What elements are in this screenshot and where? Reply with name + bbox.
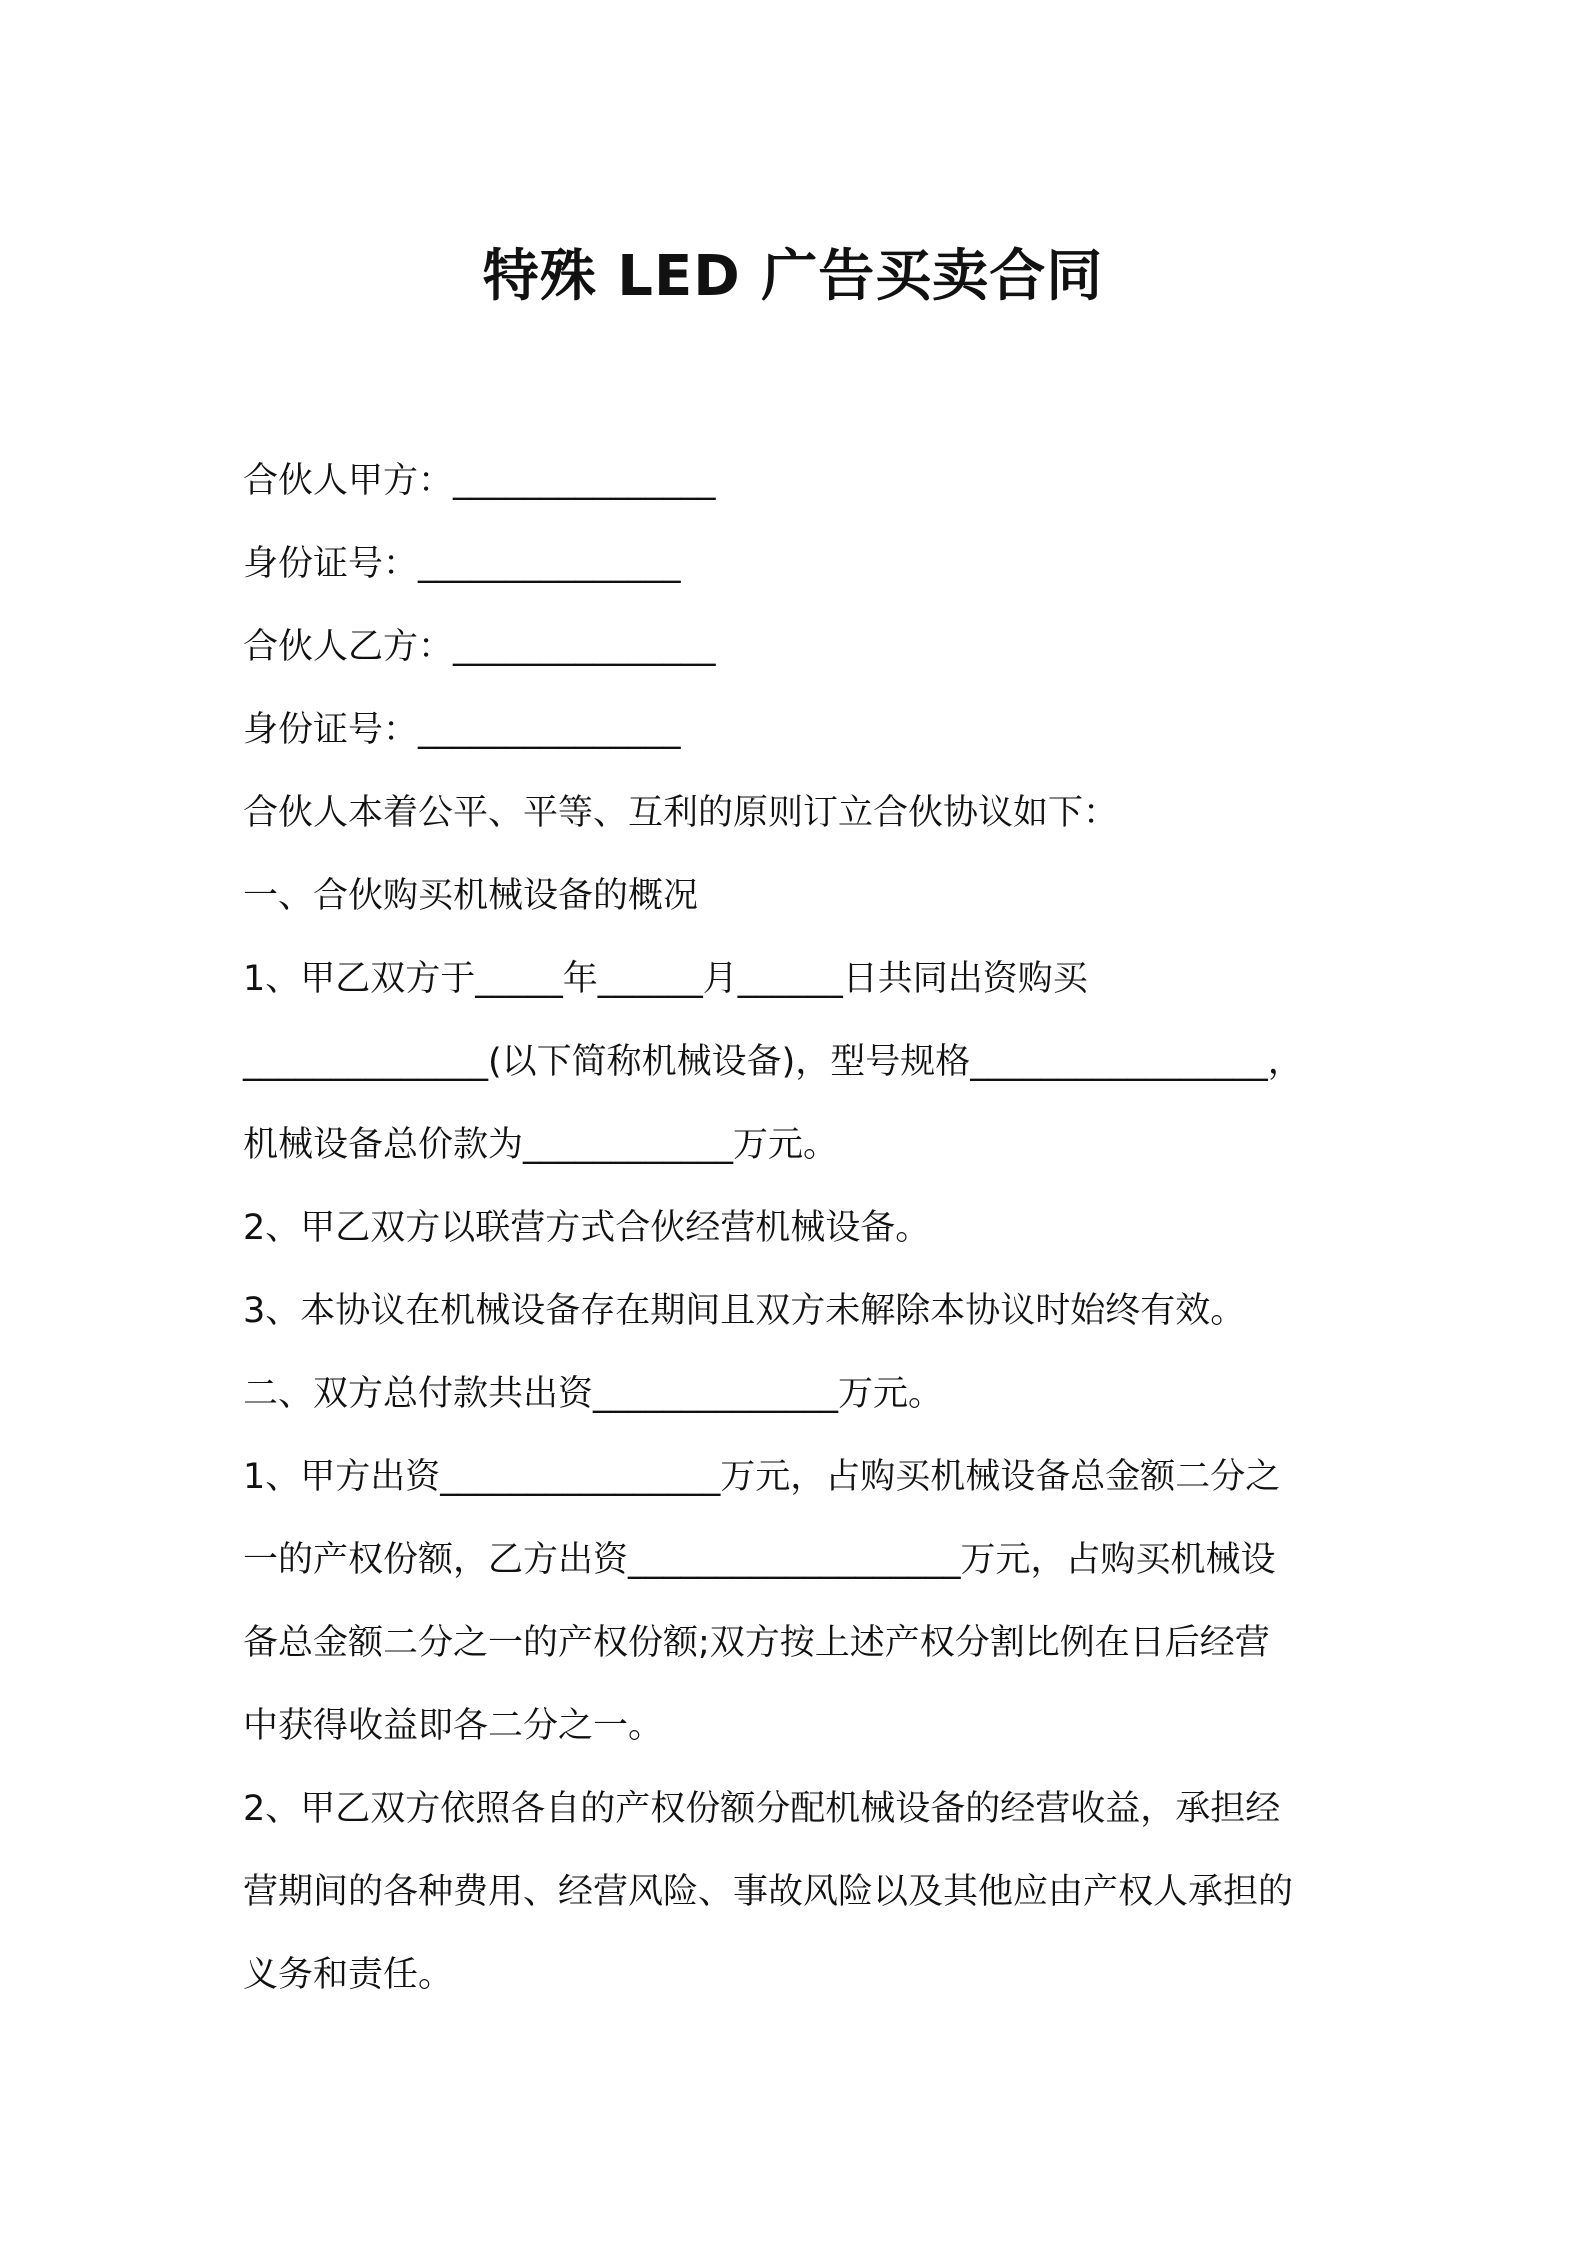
- section-one-heading: 一、合伙购买机械设备的概况: [243, 876, 699, 916]
- clause-text-line: 1、甲方出资________________万元，占购买机械设备总金额二分之: [243, 1457, 1281, 1497]
- clause-text-line: 2、甲乙双方依照各自的产权份额分配机械设备的经营收益，承担经: [243, 1789, 1281, 1829]
- clause-text-line: 3、本协议在机械设备存在期间且双方未解除本协议时始终有效。: [243, 1291, 1246, 1331]
- clause-text-line: 营期间的各种费用、经营风险、事故风险以及其他应由产权人承担的: [243, 1872, 1294, 1912]
- party-a-line: 合伙人甲方：_______________: [243, 461, 716, 501]
- clause-text-line: 义务和责任。: [243, 1955, 454, 1995]
- clause-text-line: 备总金额二分之一的产权份额;双方按上述产权分割比例在日后经营: [243, 1623, 1270, 1663]
- section-two-heading: 二、双方总付款共出资______________万元。: [243, 1374, 944, 1414]
- party-b-id-line: 身份证号：_______________: [243, 710, 681, 750]
- party-a-id-line: 身份证号：_______________: [243, 544, 681, 584]
- document-title: 特殊 LED 广告买卖合同: [482, 244, 1104, 309]
- clause-text-line: 中获得收益即各二分之一。: [243, 1706, 664, 1746]
- agreement-intro: 合伙人本着公平、平等、互利的原则订立合伙协议如下：: [243, 793, 1119, 833]
- clause-text-line: 1、甲乙双方于_____年______月______日共同出资购买: [243, 959, 1088, 999]
- clause-text-line: 2、甲乙双方以联营方式合伙经营机械设备。: [243, 1208, 931, 1248]
- clause-text-line: 机械设备总价款为____________万元。: [243, 1125, 839, 1165]
- clause-text-line: ______________(以下简称机械设备)，型号规格_________________，: [243, 1042, 1303, 1082]
- party-b-line: 合伙人乙方：_______________: [243, 627, 716, 667]
- document-body: [243, 440, 1363, 2017]
- clause-text-line: 一的产权份额，乙方出资___________________万元，占购买机械设: [243, 1540, 1276, 1580]
